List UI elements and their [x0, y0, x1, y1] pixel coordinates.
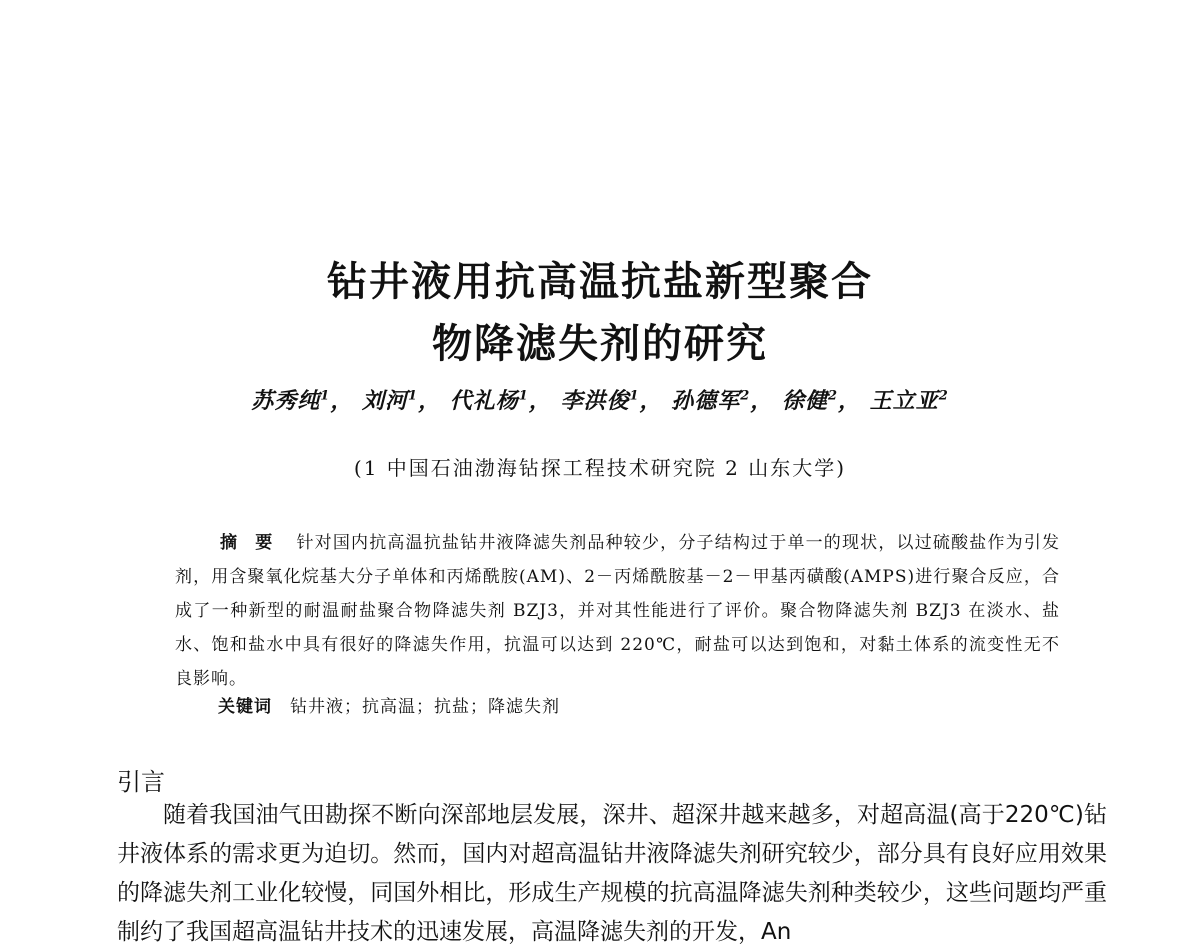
keywords: [218, 692, 560, 717]
author-list: 苏秀纯$^1$， 刘河$^1$， 代礼杨$^1$， 李洪俊$^1$， 孙德军$^2$， 徐健$^2$， 王立亚$^2$: [251, 388, 949, 414]
author: 代礼杨$^1$: [449, 388, 529, 414]
keywords-label: 关键词: [218, 697, 272, 717]
author: 苏秀纯$^1$: [251, 388, 331, 414]
author: 孙德军$^2$: [671, 388, 751, 414]
author: 刘河$^1$: [362, 388, 419, 414]
paper-title-line-2: 物降滤失剂的研究: [432, 321, 768, 367]
abstract-label: 摘 要: [220, 533, 279, 553]
affiliations: (1 中国石油渤海钻探工程技术研究院 2 山东大学): [353, 456, 847, 480]
author: 徐健$^2$: [781, 388, 838, 414]
paper-title-line-1: 钻井液用抗高温抗盐新型聚合: [327, 259, 873, 305]
keywords-text: 钻井液；抗高温；抗盐；降滤失剂: [290, 697, 560, 717]
body-paragraph: 随着我国油气田勘探不断向深部地层发展，深井、超深井越来越多，对超高温(高于220℃)钻井液体系的需求更为迫切。然而，国内对超高温钻井液降滤失剂研究较少，部分具有良好应用效果的降滤失剂工业化较慢，同国外相比，形成生产规模的抗高温降滤失剂种类较少，这些问题均严重制约了我国超高温钻井技术的迅速发展，高温降滤失剂的开发，An: [117, 802, 1107, 945]
abstract-text: 针对国内抗高温抗盐钻井液降滤失剂品种较少，分子结构过于单一的现状，以过硫酸盐作为引发剂，用含聚氧化烷基大分子单体和丙烯酰胺(AM)、2－丙烯酰胺基－2－甲基丙磺酸(AMPS)进行聚合反应，合成了一种新型的耐温耐盐聚合物降滤失剂 BZJ3，并对其性能进行了评价。聚合物降滤失剂 BZJ3 在淡水、盐水、饱和盐水中具有很好的降滤失作用，抗温可以达到 220℃，耐盐可以达到饱和，对黏土体系的流变性无不良影响。: [175, 533, 1061, 689]
section-heading-introduction: 引言: [117, 768, 165, 796]
abstract: [175, 526, 1060, 696]
author: 王立亚$^2$: [869, 388, 949, 414]
author: 李洪俊$^1$: [560, 388, 640, 414]
